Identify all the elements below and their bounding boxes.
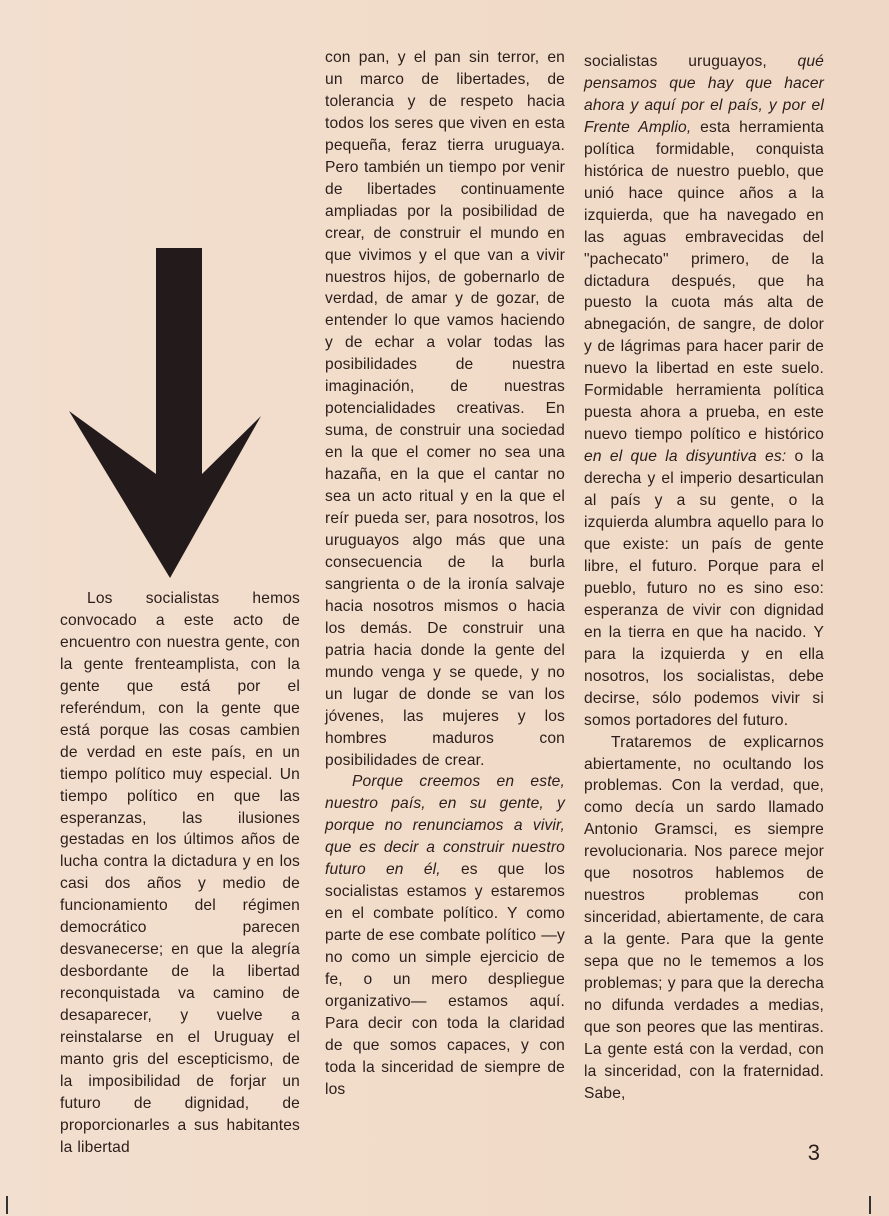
crop-mark (869, 1196, 871, 1214)
column-middle (325, 47, 565, 1101)
paragraph-text: esta herramienta política formidable, conquista histórica de nuestro pueblo, que unió hace quince años a la izquierda, que ha navegado en las aguas embravecidas del "pachecato" primero, de la dictadura después, que ha puesto la cuota más alta de abnegación, de sangre, de dolor y de lágrimas para hacer parir de nuevo la libertad en este suelo. Formidable herramienta política puesta ahora a prueba, en este nuevo tiempo político e histórico (584, 118, 824, 444)
paragraph-text: es que los socialistas estamos y estaremos en el combate político. Y como parte de ese combate político —y no como un simple ejercicio de fe, o un mero despliegue organizativo— estamos aquí. Para decir con toda la claridad de que somos capaces, y con toda la sinceridad de siempre de los (325, 861, 565, 1098)
paragraph: Trataremos de explicarnos abiertamente, no ocultando los problemas. Con la verdad, que, como decía un sardo llamado Antonio Gramsci, es siempre revolucionaria. Nos parece mejor que nosotros hablemos de nuestros problemas con sinceridad, abiertamente, de cara a la gente. Para que la gente sepa que no le tememos a los problemas; y para que la derecha no difunda verdades a medias, que son peores que las mentiras. La gente está con la verdad, con la sinceridad, con la fraternidad. Sabe, (584, 733, 824, 1102)
paragraph-text: o la derecha y el imperio desarticulan al país y a su gente, o la izquierda alumbra aquello para lo que existe: un país de gente libre, el futuro. Porque para el pueblo, futuro no es sino eso: esperanza de vivir con dignidad en la tierra en que ha nacido. Y para la izquierda y en ella nosotros, los socialistas, debe decirse, sólo podemos vivir si somos portadores del futuro. (584, 448, 824, 729)
column-left (60, 588, 300, 1159)
paragraph (325, 771, 565, 1100)
italic-text: qué pensamos que hay que hacer ahora y aquí por el país, y por el Frente Amplio, (584, 53, 824, 136)
down-arrow-icon (69, 248, 261, 580)
italic-text: en el que la disyuntiva es: (584, 448, 787, 466)
paragraph-text: socialistas uruguayos, (584, 53, 798, 70)
crop-mark (6, 1196, 8, 1214)
page-number: 3 (807, 1140, 820, 1165)
column-right (584, 51, 824, 1105)
italic-text: Porque creemos en este, nuestro país, en su gente, y porque no renunciamos a vivir, que es decir a construir nuestro futuro en él, (325, 773, 565, 879)
paragraph: con pan, y el pan sin terror, en un marco de libertades, de tolerancia y de respeto hacia todos los seres que viven en esta pequeña, feraz tierra uruguaya. Pero también un tiempo por venir de libertades continuamente ampliadas por la posibilidad de crear, de construir el mundo en que vivimos y el que van a vivir nuestros hijos, de gobernarlo de verdad, de amar y de gozar, de entender lo que vamos haciendo y de echar a volar todas las posibilidades de nuestra imaginación, de nuestras potencialidades creativas. En suma, de construir una sociedad en la que el comer no sea una hazaña, en la que el cantar no sea un acto ritual y en la que el reír pueda ser, para nosotros, los uruguayos algo más que una consecuencia de la burla sangrienta o de la ironía salvaje hacia nosotros mismos o hacia los demás. De construir una patria hacia donde la gente del mundo venga y se quede, y no un lugar de donde se van los jóvenes, las mujeres y los hombres maduros con posibilidades de crear. (325, 49, 565, 769)
paragraph (584, 51, 824, 732)
paragraph: Los socialistas hemos convocado a este acto de encuentro con nuestra gente, con la gente frenteamplista, con la gente que está por el referéndum, con la gente que está porque las cosas cambien de verdad en este país, en un tiempo político muy especial. Un tiempo político en que las esperanzas, las ilusiones gestadas en los últimos años de lucha contra la dictadura y en los casi dos años y medio de funcionamiento del régimen democrático parecen desvanecerse; en que la alegría desbordante de la libertad reconquistada va camino de desaparecer, y vuelve a reinstalarse en el Uruguay el manto gris del escepticismo, de la imposibilidad de forjar un futuro de dignidad, de proporcionarles a sus habitantes la libertad (60, 590, 300, 1156)
